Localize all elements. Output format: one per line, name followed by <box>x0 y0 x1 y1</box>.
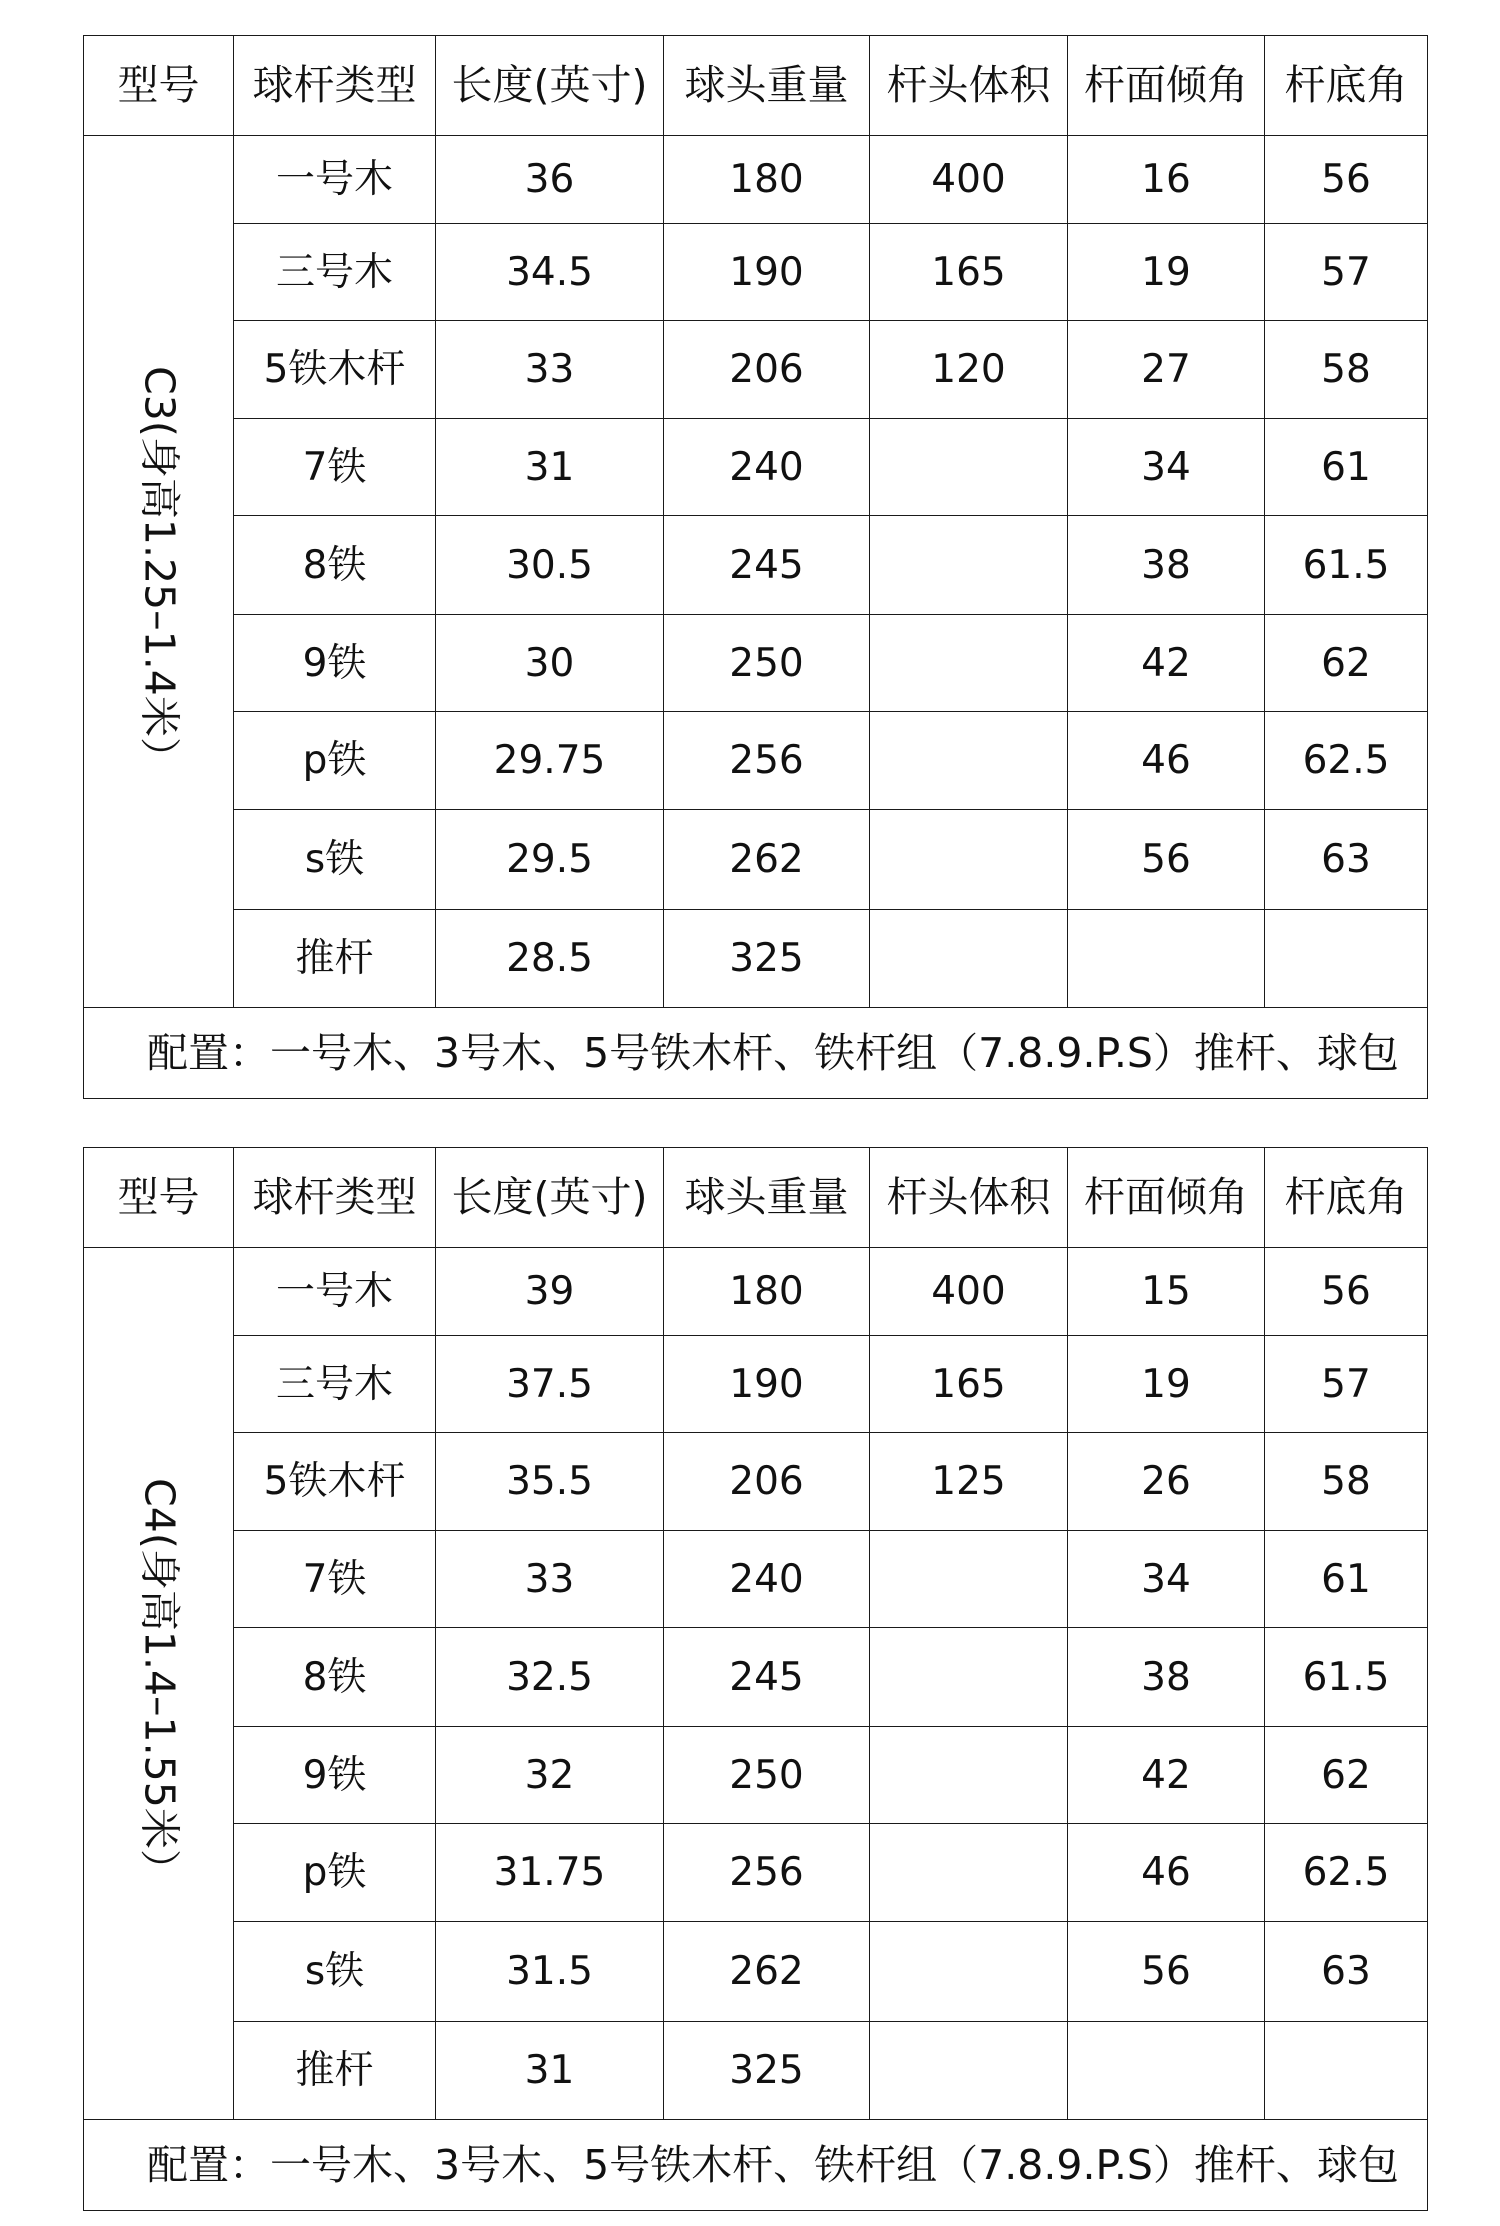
club-type-cell: 7铁 <box>234 1531 436 1628</box>
value-cell: 30 <box>436 615 664 712</box>
value-cell: 29.75 <box>436 712 664 810</box>
value-cell: 190 <box>664 224 870 321</box>
table-row <box>84 136 1428 224</box>
value-cell: 240 <box>664 1531 870 1628</box>
config-text: 配置：一号木、3号木、5号铁木杆、铁杆组（7.8.9.P.S）推杆、球包 <box>84 1008 1428 1099</box>
value-cell: 33 <box>436 1531 664 1628</box>
value-cell: 165 <box>870 224 1068 321</box>
value-cell: 57 <box>1265 224 1428 321</box>
value-cell <box>870 1824 1068 1922</box>
club-type-cell: 7铁 <box>234 419 436 516</box>
club-type-cell: 8铁 <box>234 1628 436 1727</box>
value-cell <box>1265 2022 1428 2120</box>
table-row <box>84 224 1428 321</box>
club-type-cell: 9铁 <box>234 615 436 712</box>
value-cell: 245 <box>664 516 870 615</box>
value-cell: 32 <box>436 1727 664 1824</box>
spec-table-c3 <box>83 35 1428 1099</box>
header-row <box>84 1148 1428 1248</box>
value-cell: 61 <box>1265 1531 1428 1628</box>
value-cell: 250 <box>664 615 870 712</box>
club-type-cell: 9铁 <box>234 1727 436 1824</box>
value-cell: 56 <box>1068 810 1265 910</box>
club-type-cell: s铁 <box>234 1922 436 2022</box>
value-cell: 19 <box>1068 224 1265 321</box>
value-cell <box>870 910 1068 1008</box>
value-cell: 120 <box>870 321 1068 419</box>
value-cell: 61.5 <box>1265 516 1428 615</box>
value-cell: 46 <box>1068 712 1265 810</box>
value-cell: 400 <box>870 1248 1068 1336</box>
value-cell <box>870 2022 1068 2120</box>
table-row <box>84 516 1428 615</box>
value-cell: 34 <box>1068 1531 1265 1628</box>
column-header: 型号 <box>84 36 234 136</box>
club-type-cell: 推杆 <box>234 910 436 1008</box>
value-cell <box>870 1727 1068 1824</box>
value-cell <box>1265 910 1428 1008</box>
value-cell <box>870 1922 1068 2022</box>
value-cell: 38 <box>1068 1628 1265 1727</box>
table-row <box>84 1433 1428 1531</box>
value-cell: 125 <box>870 1433 1068 1531</box>
value-cell: 58 <box>1265 1433 1428 1531</box>
value-cell: 34.5 <box>436 224 664 321</box>
config-text: 配置：一号木、3号木、5号铁木杆、铁杆组（7.8.9.P.S）推杆、球包 <box>84 2120 1428 2211</box>
value-cell: 57 <box>1265 1336 1428 1433</box>
table-row <box>84 712 1428 810</box>
value-cell: 400 <box>870 136 1068 224</box>
value-cell <box>870 1628 1068 1727</box>
column-header: 杆头体积 <box>870 36 1068 136</box>
value-cell: 31.5 <box>436 1922 664 2022</box>
model-name: C3 <box>135 365 183 421</box>
value-cell: 38 <box>1068 516 1265 615</box>
table-row <box>84 1727 1428 1824</box>
value-cell: 33 <box>436 321 664 419</box>
table-row <box>84 419 1428 516</box>
column-header: 杆底角 <box>1265 36 1428 136</box>
value-cell: 31 <box>436 2022 664 2120</box>
value-cell: 56 <box>1068 1922 1265 2022</box>
value-cell: 31.75 <box>436 1824 664 1922</box>
value-cell: 32.5 <box>436 1628 664 1727</box>
table-row <box>84 321 1428 419</box>
value-cell: 36 <box>436 136 664 224</box>
table-row <box>84 1531 1428 1628</box>
value-cell: 63 <box>1265 1922 1428 2022</box>
value-cell: 15 <box>1068 1248 1265 1336</box>
value-cell: 19 <box>1068 1336 1265 1433</box>
table-row <box>84 2022 1428 2120</box>
club-type-cell: 三号木 <box>234 224 436 321</box>
club-type-cell: 5铁木杆 <box>234 321 436 419</box>
value-cell: 56 <box>1265 1248 1428 1336</box>
table-row <box>84 1248 1428 1336</box>
value-cell: 31 <box>436 419 664 516</box>
config-row <box>84 2120 1428 2211</box>
value-cell: 190 <box>664 1336 870 1433</box>
club-type-cell: 一号木 <box>234 136 436 224</box>
value-cell <box>870 712 1068 810</box>
model-label <box>135 365 183 778</box>
value-cell: 30.5 <box>436 516 664 615</box>
club-type-cell: p铁 <box>234 1824 436 1922</box>
value-cell: 26 <box>1068 1433 1265 1531</box>
club-type-cell: 8铁 <box>234 516 436 615</box>
model-name: C4 <box>135 1477 183 1533</box>
value-cell: 27 <box>1068 321 1265 419</box>
value-cell: 62.5 <box>1265 1824 1428 1922</box>
value-cell: 37.5 <box>436 1336 664 1433</box>
value-cell <box>870 615 1068 712</box>
column-header: 球头重量 <box>664 36 870 136</box>
value-cell: 58 <box>1265 321 1428 419</box>
value-cell: 35.5 <box>436 1433 664 1531</box>
value-cell: 206 <box>664 1433 870 1531</box>
value-cell: 262 <box>664 1922 870 2022</box>
value-cell <box>870 810 1068 910</box>
club-type-cell: p铁 <box>234 712 436 810</box>
spec-table-c4 <box>83 1147 1428 2211</box>
value-cell: 62 <box>1265 1727 1428 1824</box>
value-cell: 180 <box>664 136 870 224</box>
column-header: 球头重量 <box>664 1148 870 1248</box>
value-cell: 240 <box>664 419 870 516</box>
value-cell: 180 <box>664 1248 870 1336</box>
value-cell: 206 <box>664 321 870 419</box>
value-cell: 34 <box>1068 419 1265 516</box>
value-cell: 245 <box>664 1628 870 1727</box>
table-row <box>84 810 1428 910</box>
column-header: 长度(英寸) <box>436 36 664 136</box>
value-cell: 62.5 <box>1265 712 1428 810</box>
value-cell <box>870 1531 1068 1628</box>
value-cell: 28.5 <box>436 910 664 1008</box>
column-header: 杆面倾角 <box>1068 1148 1265 1248</box>
value-cell: 61.5 <box>1265 1628 1428 1727</box>
column-header: 球杆类型 <box>234 1148 436 1248</box>
table-row <box>84 1824 1428 1922</box>
value-cell <box>870 516 1068 615</box>
value-cell: 63 <box>1265 810 1428 910</box>
value-cell: 42 <box>1068 1727 1265 1824</box>
model-label <box>135 1477 183 1890</box>
value-cell: 56 <box>1265 136 1428 224</box>
model-cell <box>84 136 234 1008</box>
value-cell: 325 <box>664 2022 870 2120</box>
value-cell: 39 <box>436 1248 664 1336</box>
column-header: 长度(英寸) <box>436 1148 664 1248</box>
height-range: (身高1.4–1.55米） <box>135 1532 183 1890</box>
table-row <box>84 615 1428 712</box>
column-header: 杆面倾角 <box>1068 36 1265 136</box>
club-type-cell: 5铁木杆 <box>234 1433 436 1531</box>
value-cell: 61 <box>1265 419 1428 516</box>
value-cell <box>870 419 1068 516</box>
column-header: 型号 <box>84 1148 234 1248</box>
table-row <box>84 910 1428 1008</box>
value-cell: 42 <box>1068 615 1265 712</box>
value-cell: 16 <box>1068 136 1265 224</box>
value-cell: 256 <box>664 1824 870 1922</box>
club-type-cell: 一号木 <box>234 1248 436 1336</box>
config-row <box>84 1008 1428 1099</box>
column-header: 杆头体积 <box>870 1148 1068 1248</box>
value-cell: 325 <box>664 910 870 1008</box>
header-row <box>84 36 1428 136</box>
value-cell: 46 <box>1068 1824 1265 1922</box>
value-cell: 165 <box>870 1336 1068 1433</box>
table-row <box>84 1336 1428 1433</box>
column-header: 球杆类型 <box>234 36 436 136</box>
value-cell <box>1068 2022 1265 2120</box>
model-cell <box>84 1248 234 2120</box>
value-cell: 29.5 <box>436 810 664 910</box>
height-range: (身高1.25–1.4米） <box>135 420 183 778</box>
table-row <box>84 1628 1428 1727</box>
value-cell <box>1068 910 1265 1008</box>
club-type-cell: s铁 <box>234 810 436 910</box>
table-row <box>84 1922 1428 2022</box>
column-header: 杆底角 <box>1265 1148 1428 1248</box>
club-type-cell: 三号木 <box>234 1336 436 1433</box>
value-cell: 250 <box>664 1727 870 1824</box>
club-type-cell: 推杆 <box>234 2022 436 2120</box>
value-cell: 62 <box>1265 615 1428 712</box>
value-cell: 256 <box>664 712 870 810</box>
value-cell: 262 <box>664 810 870 910</box>
